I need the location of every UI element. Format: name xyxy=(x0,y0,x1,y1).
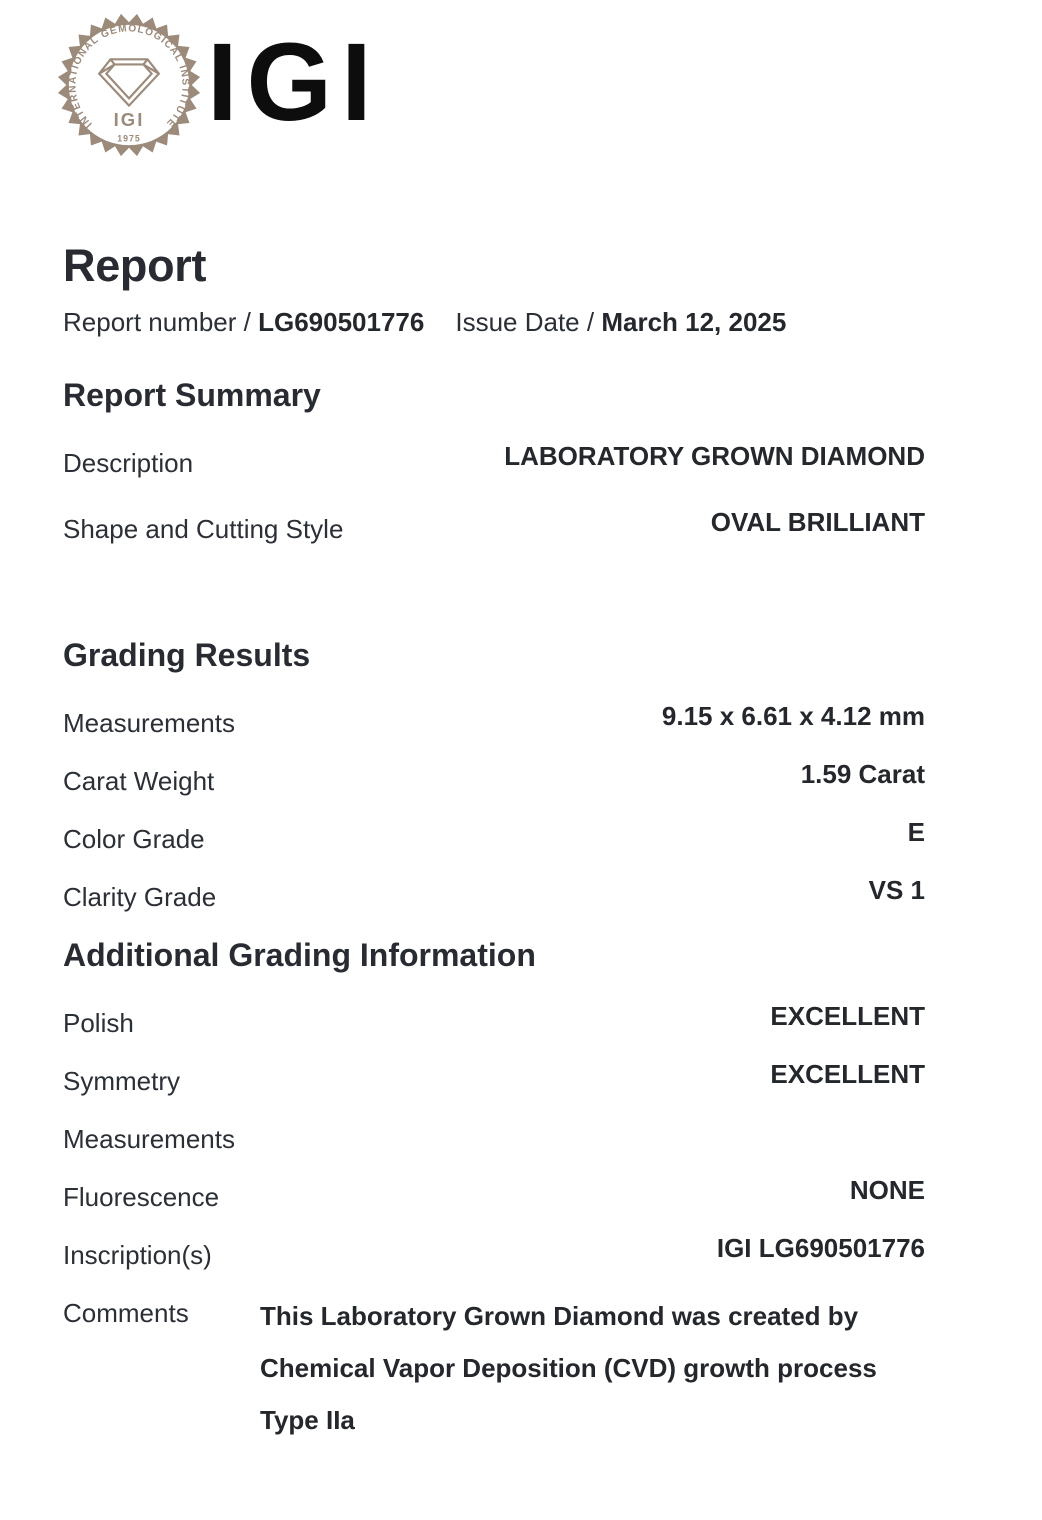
row-polish xyxy=(63,1000,925,1040)
row-value: EXCELLENT xyxy=(770,1001,925,1031)
row-label: Description xyxy=(63,448,194,478)
brand-header xyxy=(57,13,381,157)
row-label: Inscription(s) xyxy=(63,1240,212,1270)
row-value: OVAL BRILLIANT xyxy=(710,507,925,537)
row-value: EXCELLENT xyxy=(770,1059,925,1089)
section-title-grading-results: Grading Results xyxy=(63,637,311,673)
row-inscriptions xyxy=(63,1232,925,1272)
seal-year: 1975 xyxy=(117,133,141,144)
report-number xyxy=(63,306,424,338)
row-label: Polish xyxy=(63,1008,134,1038)
issue-date-value: March 12, 2025 xyxy=(601,307,787,337)
section-title-report-summary: Report Summary xyxy=(63,377,321,413)
row-label: Symmetry xyxy=(63,1066,180,1096)
report-number-label: Report number / xyxy=(63,307,251,337)
row-clarity-grade xyxy=(63,874,925,914)
row-carat-weight xyxy=(63,758,925,798)
row-label: Fluorescence xyxy=(63,1182,220,1212)
row-shape-cutting-style xyxy=(63,506,925,546)
row-measurements-additional xyxy=(63,1116,925,1156)
seal-ring-text: INTERNATIONAL GEMOLOGICAL INSTITUTE xyxy=(67,23,191,130)
row-value: IGI LG690501776 xyxy=(716,1233,925,1263)
row-color-grade xyxy=(63,816,925,856)
row-label: Carat Weight xyxy=(63,766,215,796)
row-label: Comments xyxy=(63,1298,189,1328)
row-value: LABORATORY GROWN DIAMOND xyxy=(504,441,925,471)
report-number-value: LG690501776 xyxy=(258,307,425,337)
row-value: VS 1 xyxy=(868,875,925,905)
section-title-additional-grading-information: Additional Grading Information xyxy=(63,937,536,973)
row-fluorescence xyxy=(63,1174,925,1214)
row-label: Color Grade xyxy=(63,824,205,854)
seal-monogram: IGI xyxy=(113,109,145,131)
row-symmetry xyxy=(63,1058,925,1098)
row-comments xyxy=(63,1290,925,1446)
issue-date-label: Issue Date / xyxy=(455,307,595,337)
row-label: Shape and Cutting Style xyxy=(63,514,344,544)
igi-seal-icon xyxy=(57,13,201,157)
row-value: 1.59 Carat xyxy=(800,759,925,789)
issue-date xyxy=(455,306,786,338)
comments-text: This Laboratory Grown Diamond was created by Chemical Vapor Deposition (CVD) growth process Type IIa xyxy=(260,1301,877,1435)
row-value: E xyxy=(907,817,925,847)
row-label: Clarity Grade xyxy=(63,882,217,912)
row-label: Measurements xyxy=(63,708,235,738)
report-content xyxy=(63,240,925,1446)
igi-wordmark: IGI xyxy=(207,21,381,144)
row-value: NONE xyxy=(849,1175,925,1205)
page-title: Report xyxy=(63,240,207,291)
report-meta xyxy=(63,306,925,338)
row-measurements xyxy=(63,700,925,740)
row-label: Measurements xyxy=(63,1124,235,1154)
row-description xyxy=(63,440,925,480)
row-value: 9.15 x 6.61 x 4.12 mm xyxy=(661,701,925,731)
